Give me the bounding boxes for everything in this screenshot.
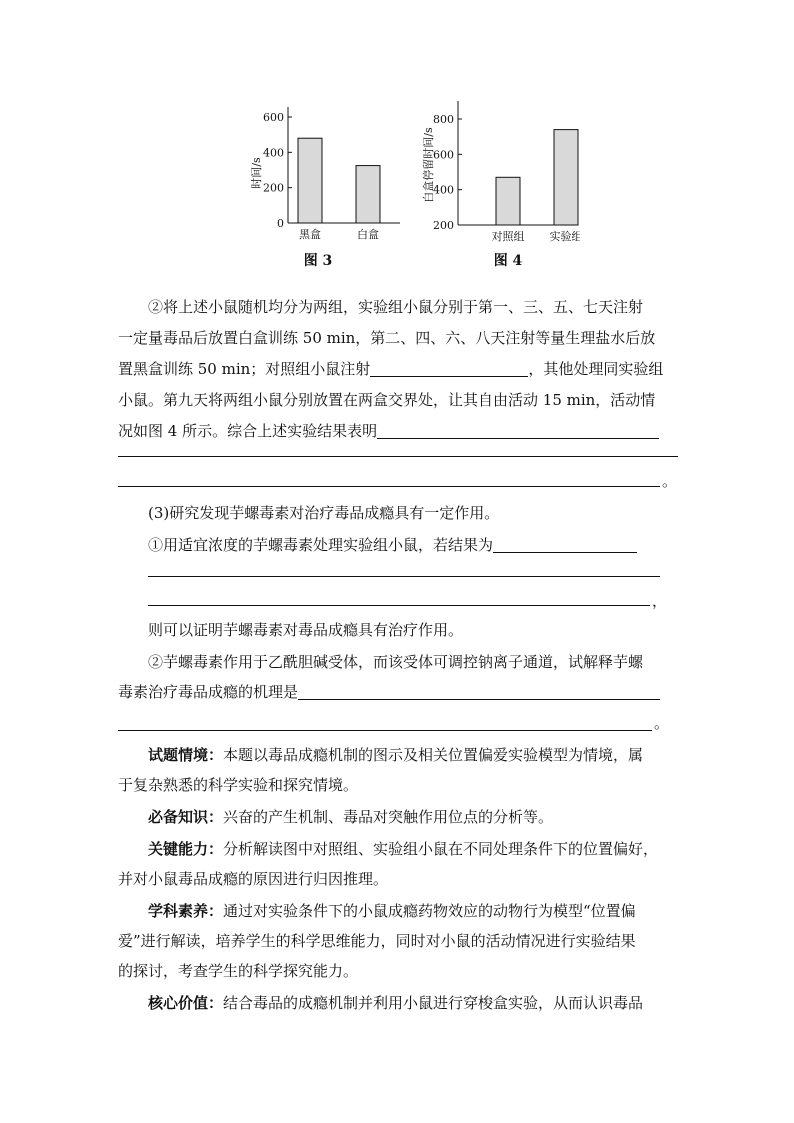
figure3-bar-2 <box>356 166 380 223</box>
value-label: 核心价值： <box>148 994 224 1012</box>
para-2-line2 <box>118 323 678 353</box>
para-3-q2-line1 <box>118 647 678 677</box>
figures-area <box>240 95 580 275</box>
figure3-category-label: 黑盒 <box>299 228 321 241</box>
text: 结合毒品的成瘾机制并利用小鼠进行穿梭盒实验，从而认识毒品 <box>223 994 644 1012</box>
text: 于复杂熟悉的科学实验和探究情境。 <box>118 776 359 794</box>
figure4-category-label: 实验组 <box>549 230 580 243</box>
text: ②芋螺毒素作用于乙酰胆碱受体，而该受体可调控钠离子通道，试解释芋螺 <box>148 653 644 671</box>
comma: ， <box>652 592 668 610</box>
para-3-q1-end <box>118 615 678 645</box>
text: 小鼠。第九天将两组小鼠分别放置在两盒交界处，让其自由活动 15 min，活动情 <box>118 391 656 409</box>
figure3-category-label: 白盒 <box>357 228 379 241</box>
scenario-label: 试题情境： <box>148 746 224 764</box>
ability-line2 <box>118 864 678 894</box>
para-2-line5 <box>118 416 678 446</box>
bar-charts <box>240 95 580 275</box>
figure4-chart <box>421 101 580 269</box>
text: 则可以证明芋螺毒素对毒品成瘾具有治疗作用。 <box>148 621 464 639</box>
figure3-ytick-label: 0 <box>277 217 284 230</box>
para-2-line3 <box>118 354 678 384</box>
figure3-caption: 图 3 <box>303 253 333 269</box>
text: ②将上述小鼠随机均分为两组，实验组小鼠分别于第一、三、五、七天注射 <box>148 298 644 316</box>
text: 况如图 4 所示。综合上述实验结果表明 <box>118 422 378 440</box>
text: 置黑盒训练 50 min；对照组小鼠注射 <box>118 360 371 378</box>
figure4-category-label: 对照组 <box>491 230 525 243</box>
figure3-ytick-label: 400 <box>263 146 284 160</box>
ability-line1 <box>118 834 678 864</box>
text: (3)研究发现芋螺毒素对治疗毒品成瘾具有一定作用。 <box>148 504 500 522</box>
text: 本题以毒品成瘾机制的图示及相关位置偏爱实验模型为情境，属 <box>223 746 644 764</box>
period: 。 <box>654 714 670 732</box>
para-3-heading <box>118 498 678 528</box>
figure4-ylabel: 白盒停留时间/s <box>422 127 435 203</box>
para-3-q1 <box>118 530 678 560</box>
figure3-ytick-label: 200 <box>263 181 284 195</box>
literacy-label: 学科素养： <box>148 902 224 920</box>
figure4-bar-2 <box>554 130 578 225</box>
answer-blank-mechanism[interactable] <box>298 681 660 700</box>
figure4-ytick-label: 800 <box>433 113 454 126</box>
ability-label: 关键能力： <box>148 840 224 858</box>
text: 一定量毒品后放置白盒训练 50 min，第二、四、六、八天注射等量生理盐水后放 <box>118 329 656 347</box>
figure4-bar-1 <box>496 177 520 225</box>
scenario-line1 <box>118 740 678 770</box>
answer-line[interactable] <box>118 486 660 487</box>
answer-line[interactable] <box>118 730 652 731</box>
period: 。 <box>662 472 678 490</box>
para-2-line4 <box>118 385 678 415</box>
literacy-line3 <box>118 956 678 986</box>
text: 兴奋的产生机制、毒品对突触作用位点的分析等。 <box>223 808 554 826</box>
text: 的探讨，考查学生的科学探究能力。 <box>118 962 359 980</box>
text: 分析解读图中对照组、实验组小鼠在不同处理条件下的位置偏好， <box>223 840 659 858</box>
text: ，其他处理同实验组 <box>528 360 664 378</box>
text: 并对小鼠毒品成瘾的原因进行归因推理。 <box>118 870 389 888</box>
answer-line[interactable] <box>148 605 650 606</box>
answer-blank-conclusion[interactable] <box>377 420 659 439</box>
literacy-line2 <box>118 926 678 956</box>
para-2-line1 <box>118 292 678 322</box>
literacy-line1 <box>118 896 678 926</box>
figure3-chart <box>249 107 400 269</box>
figure3-ytick-label: 600 <box>263 111 284 124</box>
figure3-bar-1 <box>298 138 322 223</box>
figure4-ytick-label: 600 <box>433 148 454 162</box>
answer-blank-result[interactable] <box>493 534 637 553</box>
text: ①用适宜浓度的芋螺毒素处理实验组小鼠，若结果为 <box>148 536 494 554</box>
text: 毒素治疗毒品成瘾的机理是 <box>118 683 299 701</box>
figure4-caption: 图 4 <box>493 253 523 269</box>
text: 爱”进行解读，培养学生的科学思维能力，同时对小鼠的活动情况进行实验结果 <box>118 932 636 950</box>
knowledge-label: 必备知识： <box>148 808 224 826</box>
text: 通过对实验条件下的小鼠成瘾药物效应的动物行为模型“位置偏 <box>223 902 636 920</box>
answer-line[interactable] <box>118 456 678 457</box>
para-3-q2-line2 <box>118 677 678 707</box>
answer-blank-control-injection[interactable] <box>370 358 528 377</box>
scenario-line2 <box>118 770 678 800</box>
value-line <box>118 988 678 1018</box>
knowledge-line <box>118 802 678 832</box>
figure4-ytick-label: 400 <box>433 183 454 197</box>
figure4-ytick-label: 200 <box>433 219 454 232</box>
answer-line[interactable] <box>148 576 660 577</box>
figure3-ylabel: 时间/s <box>250 157 263 189</box>
